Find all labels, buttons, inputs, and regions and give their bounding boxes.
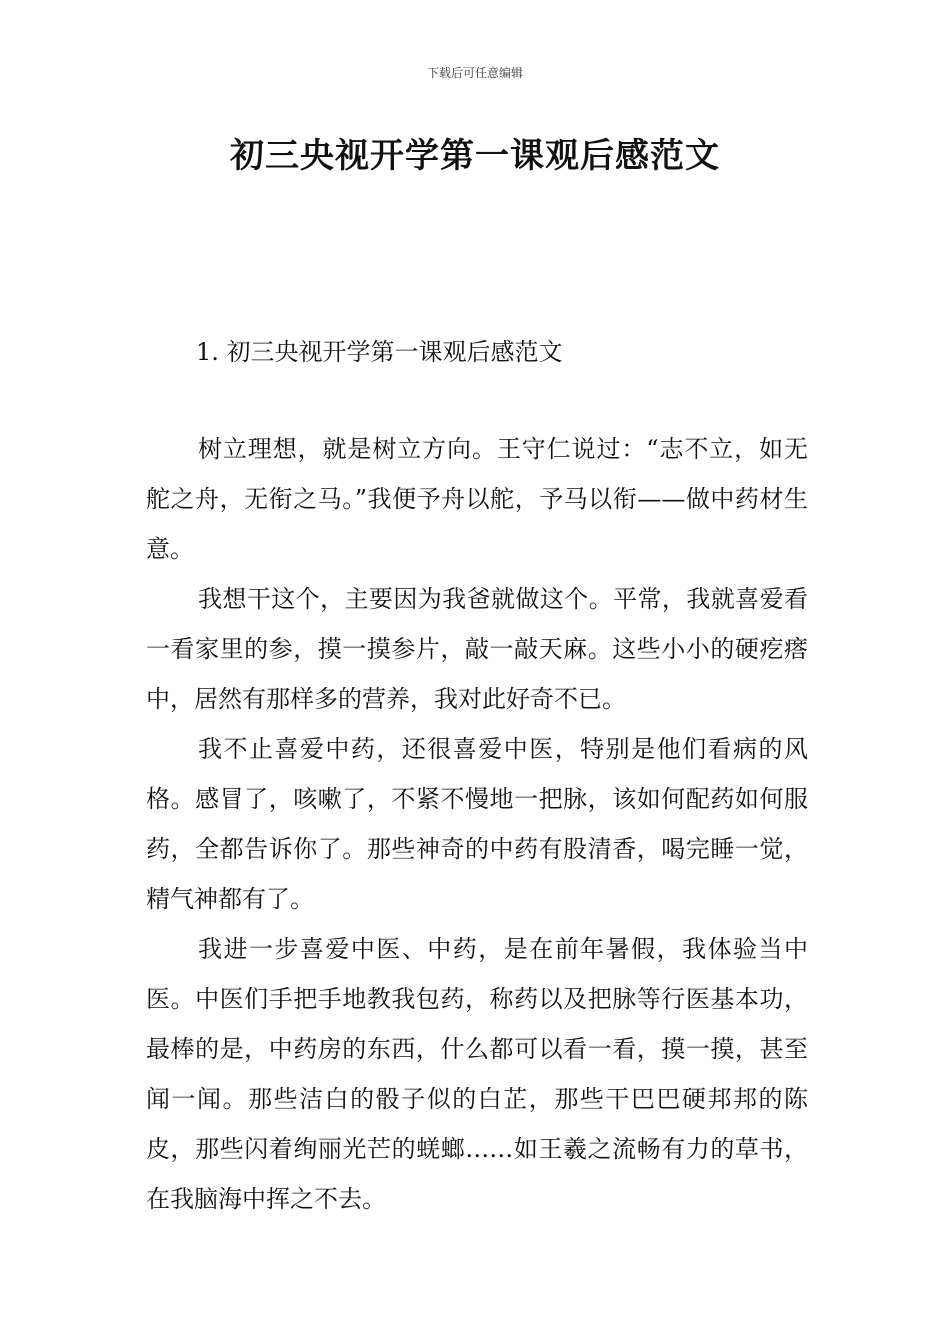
paragraph-3: 我不止喜爱中药，还很喜爱中医，特别是他们看病的风格。感冒了，咳嗽了，不紧不慢地一把脉，该如何配药如何服药，全都告诉你了。那些神奇的中药有股清香，喝完睡一觉，精气神都有了。 xyxy=(146,735,808,913)
section-heading: 1. 初三央视开学第一课观后感范文 xyxy=(196,338,563,366)
document-title: 初三央视开学第一课观后感范文 xyxy=(230,136,720,176)
paragraph-2: 我想干这个，主要因为我爸就做这个。平常，我就喜爱看一看家里的参，摸一摸参片，敲一敲天麻。这些小小的硬疙瘩中，居然有那样多的营养，我对此好奇不已。 xyxy=(146,585,808,713)
paragraph-1: 树立理想，就是树立方向。王守仁说过：“志不立，如无舵之舟，无衔之马。”我便予舟以舵，予马以衔——做中药材生意。 xyxy=(146,435,808,563)
paragraph-4: 我进一步喜爱中医、中药，是在前年暑假，我体验当中医。中医们手把手地教我包药，称药以及把脉等行医基本功，最棒的是，中药房的东西，什么都可以看一看，摸一摸，甚至闻一闻。那些洁白的骰子似的白芷，那些干巴巴硬邦邦的陈皮，那些闪着绚丽光芒的蜣螂……如王羲之流畅有力的草书，在我脑海中挥之不去。 xyxy=(146,935,808,1213)
download-editable-note: 下载后可任意编辑 xyxy=(426,66,523,80)
document-body xyxy=(146,424,808,1224)
